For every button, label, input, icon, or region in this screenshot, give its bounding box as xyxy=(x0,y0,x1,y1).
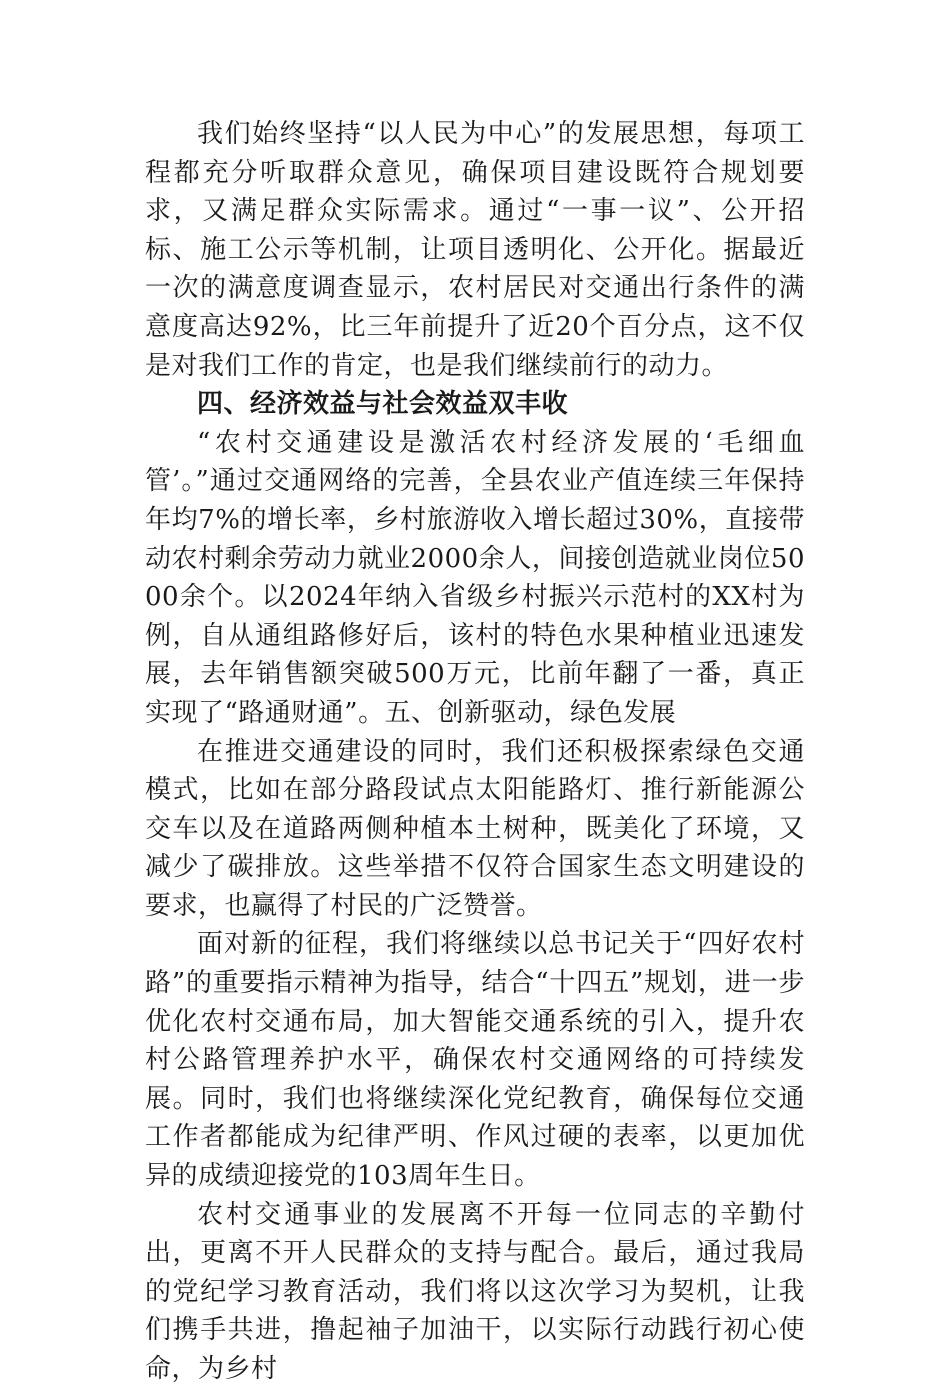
paragraph-economic-benefits: “农村交通建设是激活农村经济发展的‘毛细血管’。”通过交通网络的完善，全县农业产值连续三年保持年均7%的增长率，乡村旅游收入增长超过30%，直接带动农村剩余劳动力就业2000余人，间接创造就业岗位5000余个。以2024年纳入省级乡村振兴示范村的XX村为例，自从通组路修好后，该村的特色水果种植业迅速发展，去年销售额突破500万元，比前年翻了一番，真正实现了“路通财通”。五、创新驱动，绿色发展 xyxy=(145,427,805,728)
section-heading-economic-benefits: 四、经济效益与社会效益双丰收 xyxy=(197,389,569,420)
paragraph-closing: 农村交通事业的发展离不开每一位同志的辛勤付出，更离不开人民群众的支持与配合。最后，通过我局的党纪学习教育活动，我们将以这次学习为契机，让我们携手共进，撸起袖子加油干，以实际行动践行初心使命，为乡村 xyxy=(145,1199,805,1384)
paragraph-new-journey: 面对新的征程，我们将继续以总书记关于“四好农村路”的重要指示精神为指导，结合“十四五”规划，进一步优化农村交通布局，加大智能交通系统的引入，提升农村公路管理养护水平，确保农村交通网络的可持续发展。同时，我们也将继续深化党纪教育，确保每位交通工作者都能成为纪律严明、作风过硬的表率，以更加优异的成绩迎接党的103周年生日。 xyxy=(145,929,805,1192)
paragraph-satisfaction: 我们始终坚持“以人民为中心”的发展思想，每项工程都充分听取群众意见，确保项目建设既符合规划要求，又满足群众实际需求。通过“一事一议”、公开招标、施工公示等机制，让项目透明化、公开化。据最近一次的满意度调查显示，农村居民对交通出行条件的满意度高达92%，比三年前提升了近20个百分点，这不仅是对我们工作的肯定，也是我们继续前行的动力。 xyxy=(145,119,805,381)
paragraph-green-development: 在推进交通建设的同时，我们还积极探索绿色交通模式，比如在部分路段试点太阳能路灯、推行新能源公交车以及在道路两侧种植本土树种，既美化了环境，又减少了碳排放。这些举措不仅符合国家生态文明建设的要求，也赢得了村民的广泛赞誉。 xyxy=(145,736,805,921)
document-page xyxy=(145,115,805,1389)
